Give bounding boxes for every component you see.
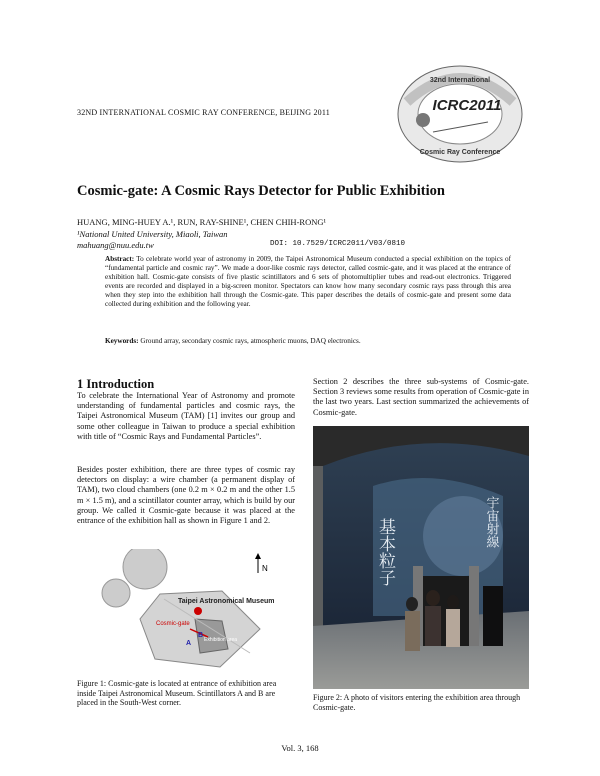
exhibition-area-label: Exhibition area — [204, 637, 238, 643]
figure-2-photo — [313, 426, 529, 689]
figure-1-map — [100, 549, 274, 671]
scintillator-a: A — [186, 640, 192, 647]
paper-title: Cosmic-gate: A Cosmic Rays Detector for Public Exhibition — [77, 183, 445, 199]
intro-paragraph-3: Section 2 describes the three sub-systems of Cosmic-gate. Section 3 reviews some results from operation of Cosmic-gate in the last two years. Last section summarized the achievements of Cosmic-gate. — [313, 377, 529, 417]
section-heading: 1 Introduction — [77, 377, 155, 391]
scintillator-b: B — [198, 632, 204, 639]
keywords — [105, 337, 511, 345]
logo-ring-bottom: Cosmic Ray Conference — [419, 149, 501, 156]
affiliation: ¹National United University, Miaoli, Taiwan — [77, 229, 228, 239]
authors: HUANG, MING-HUEY A.¹, RUN, RAY-SHINE¹, CHEN CHIH-RONG¹ — [77, 217, 327, 227]
page-footer: Vol. 3, 168 — [281, 743, 319, 753]
keywords-label: Keywords: — [105, 337, 139, 345]
figure-2-caption: Figure 2: A photo of visitors entering the exhibition area through Cosmic-gate. — [313, 693, 521, 712]
logo-text: ICRC2011 — [432, 97, 502, 114]
abstract-text: To celebrate world year of astronomy in 2009, the Taipei Astronomical Museum conducted a special exhibition on the topics of “fundamental particle and cosmic ray”. We made a door-like cosmic rays detector, called cosmic-gate, and it was placed at the entrance of exhibition hall. Cosmic-gate consists of five plastic scintillators and 6 sets of photomultiplier tubes and read-out electronics. Triggered events are recorded and displayed in a big-screen monitor. Spectators can know how many secondary cosmic rays pass through this area when they step into the exhibition hall through the Cosmic-gate. This paper describes the details of cosmic-gate and present some data collected during exhibition and the following year. — [105, 255, 511, 309]
abstract-label: Abstract: — [105, 255, 135, 263]
intro-paragraph-2: Besides poster exhibition, there are three types of cosmic ray detectors on display: a wire chamber (a permanent display of TAM), two cloud chambers (one 0.2 m × 0.2 m and the other 1.5 m × 1.5 m), and a scintillator counter array, which is build by our group. We called it Cosmic-gate because it was placed at the entrance of the exhibition hall as shown in Figure 1 and 2. — [77, 465, 295, 526]
keywords-text: Ground array, secondary cosmic rays, atmospheric muons, DAQ electronics. — [140, 337, 361, 345]
north-label: N — [262, 564, 268, 573]
sign-left: 基本粒子 — [375, 518, 395, 586]
museum-label: Taipei Astronomical Museum — [178, 598, 274, 605]
gate-label: Cosmic-gate — [156, 621, 190, 627]
figure-1-caption: Figure 1: Cosmic-gate is located at entrance of exhibition area inside Taipei Astronomical Museum. Scintillators A and B are placed in the South-West corner. — [77, 679, 277, 708]
abstract — [105, 255, 511, 310]
logo-ring-top: 32nd International — [429, 77, 491, 84]
doi: DOI: 10.7529/ICRC2011/V03/0810 — [270, 240, 406, 248]
intro-paragraph-1: To celebrate the International Year of Astronomy and promote understanding of fundamental particles and cosmic rays, the Taipei Astronomical Museum (TAM) [1] invites our group and some other colleague in Taiwan to produce a special exhibition with title of “Cosmic Rays and Fundamental Particles”. — [77, 391, 295, 441]
email-link[interactable]: mahuang@nuu.edu.tw — [77, 240, 154, 250]
icrc-logo — [393, 62, 527, 167]
sign-right: 宇宙射線 — [483, 496, 499, 548]
conference-header: 32ND INTERNATIONAL COSMIC RAY CONFERENCE, BEIJING 2011 — [77, 108, 330, 117]
